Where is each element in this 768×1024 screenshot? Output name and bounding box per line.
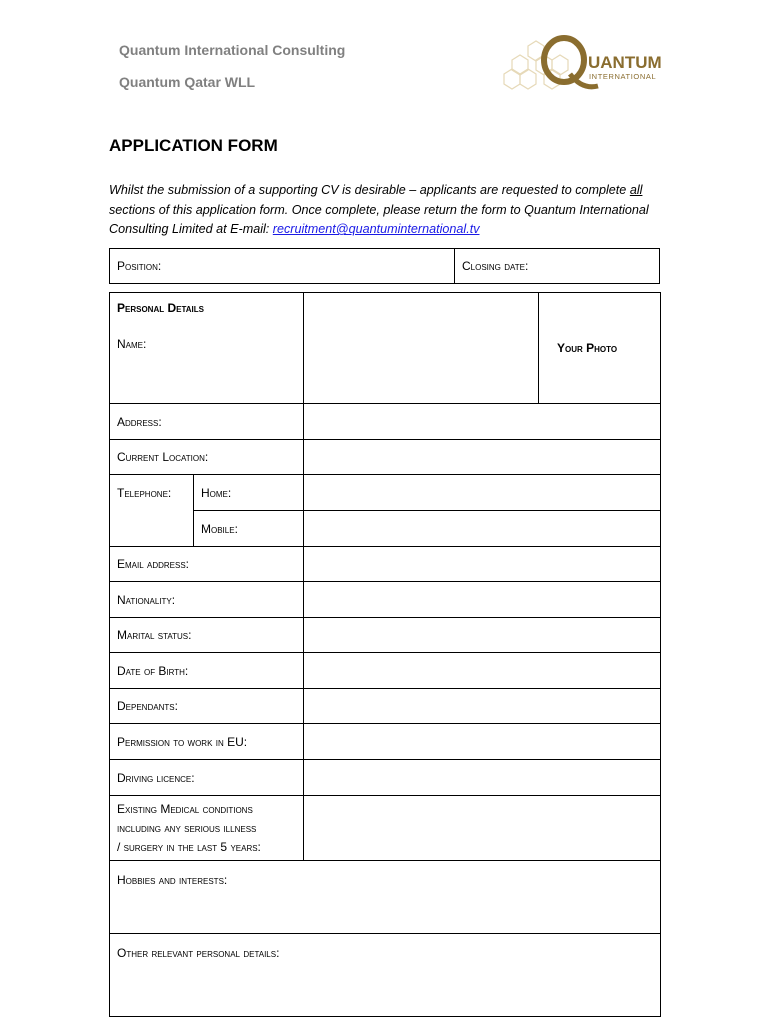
marital-status-label: Marital status: [110, 618, 304, 653]
driving-licence-field[interactable] [304, 760, 661, 796]
medical-label-line2: including any serious illness [117, 820, 257, 835]
driving-licence-label: Driving licence: [110, 760, 304, 796]
name-label: Name: [117, 337, 147, 351]
dependants-label: Dependants: [110, 689, 304, 724]
photo-placeholder[interactable]: Your Photo [539, 293, 661, 404]
intro-text-1: Whilst the submission of a supporting CV is desirable – applicants are requested to complete [109, 183, 630, 197]
medical-label [110, 796, 304, 861]
nationality-field[interactable] [304, 582, 661, 618]
marital-status-field[interactable] [304, 618, 661, 653]
current-location-field[interactable] [304, 440, 661, 475]
medical-field[interactable] [304, 796, 661, 861]
company-name: Quantum International Consulting [119, 42, 346, 58]
current-location-label: Current Location: [110, 440, 304, 475]
email-label: Email address: [110, 547, 304, 582]
position-label: Position: [110, 249, 455, 284]
home-phone-field[interactable] [304, 475, 661, 511]
company-subsidiary: Quantum Qatar WLL [119, 74, 256, 90]
dependants-field[interactable] [304, 689, 661, 724]
hobbies-area[interactable]: Hobbies and interests: [110, 861, 661, 934]
logo-wordmark: UANTUM [588, 53, 662, 72]
personal-details-cell [110, 293, 304, 404]
position-table [109, 248, 660, 284]
medical-label-line3: / surgery in the last 5 years: [117, 839, 261, 854]
address-field[interactable] [304, 404, 661, 440]
page-title: APPLICATION FORM [109, 136, 278, 155]
home-phone-label: Home: [194, 475, 304, 511]
work-permission-label: Permission to work in EU: [110, 724, 304, 760]
mobile-phone-field[interactable] [304, 511, 661, 547]
intro-text-2: sections of this application form. Once complete, please return the form to Quantum International Consulting Limited at E-mail: [109, 202, 649, 237]
date-of-birth-field[interactable] [304, 653, 661, 689]
closing-date-label: Closing date: [455, 249, 660, 284]
intro-emphasis: all [629, 183, 643, 197]
work-permission-field[interactable] [304, 724, 661, 760]
personal-details-table [109, 292, 661, 1017]
address-label: Address: [110, 404, 304, 440]
section-title: Personal Details [117, 301, 204, 315]
logo-subtitle: INTERNATIONAL [589, 72, 657, 81]
telephone-label: Telephone: [110, 475, 194, 547]
medical-label-line1: Existing Medical conditions [117, 801, 253, 816]
name-field[interactable] [304, 293, 539, 404]
intro-paragraph [109, 181, 674, 240]
quantum-logo [490, 30, 670, 98]
mobile-phone-label: Mobile: [194, 511, 304, 547]
other-details-area[interactable]: Other relevant personal details: [110, 934, 661, 1017]
email-field[interactable] [304, 547, 661, 582]
email-link[interactable]: recruitment@quantuminternational.tv [272, 222, 480, 237]
nationality-label: Nationality: [110, 582, 304, 618]
date-of-birth-label: Date of Birth: [110, 653, 304, 689]
